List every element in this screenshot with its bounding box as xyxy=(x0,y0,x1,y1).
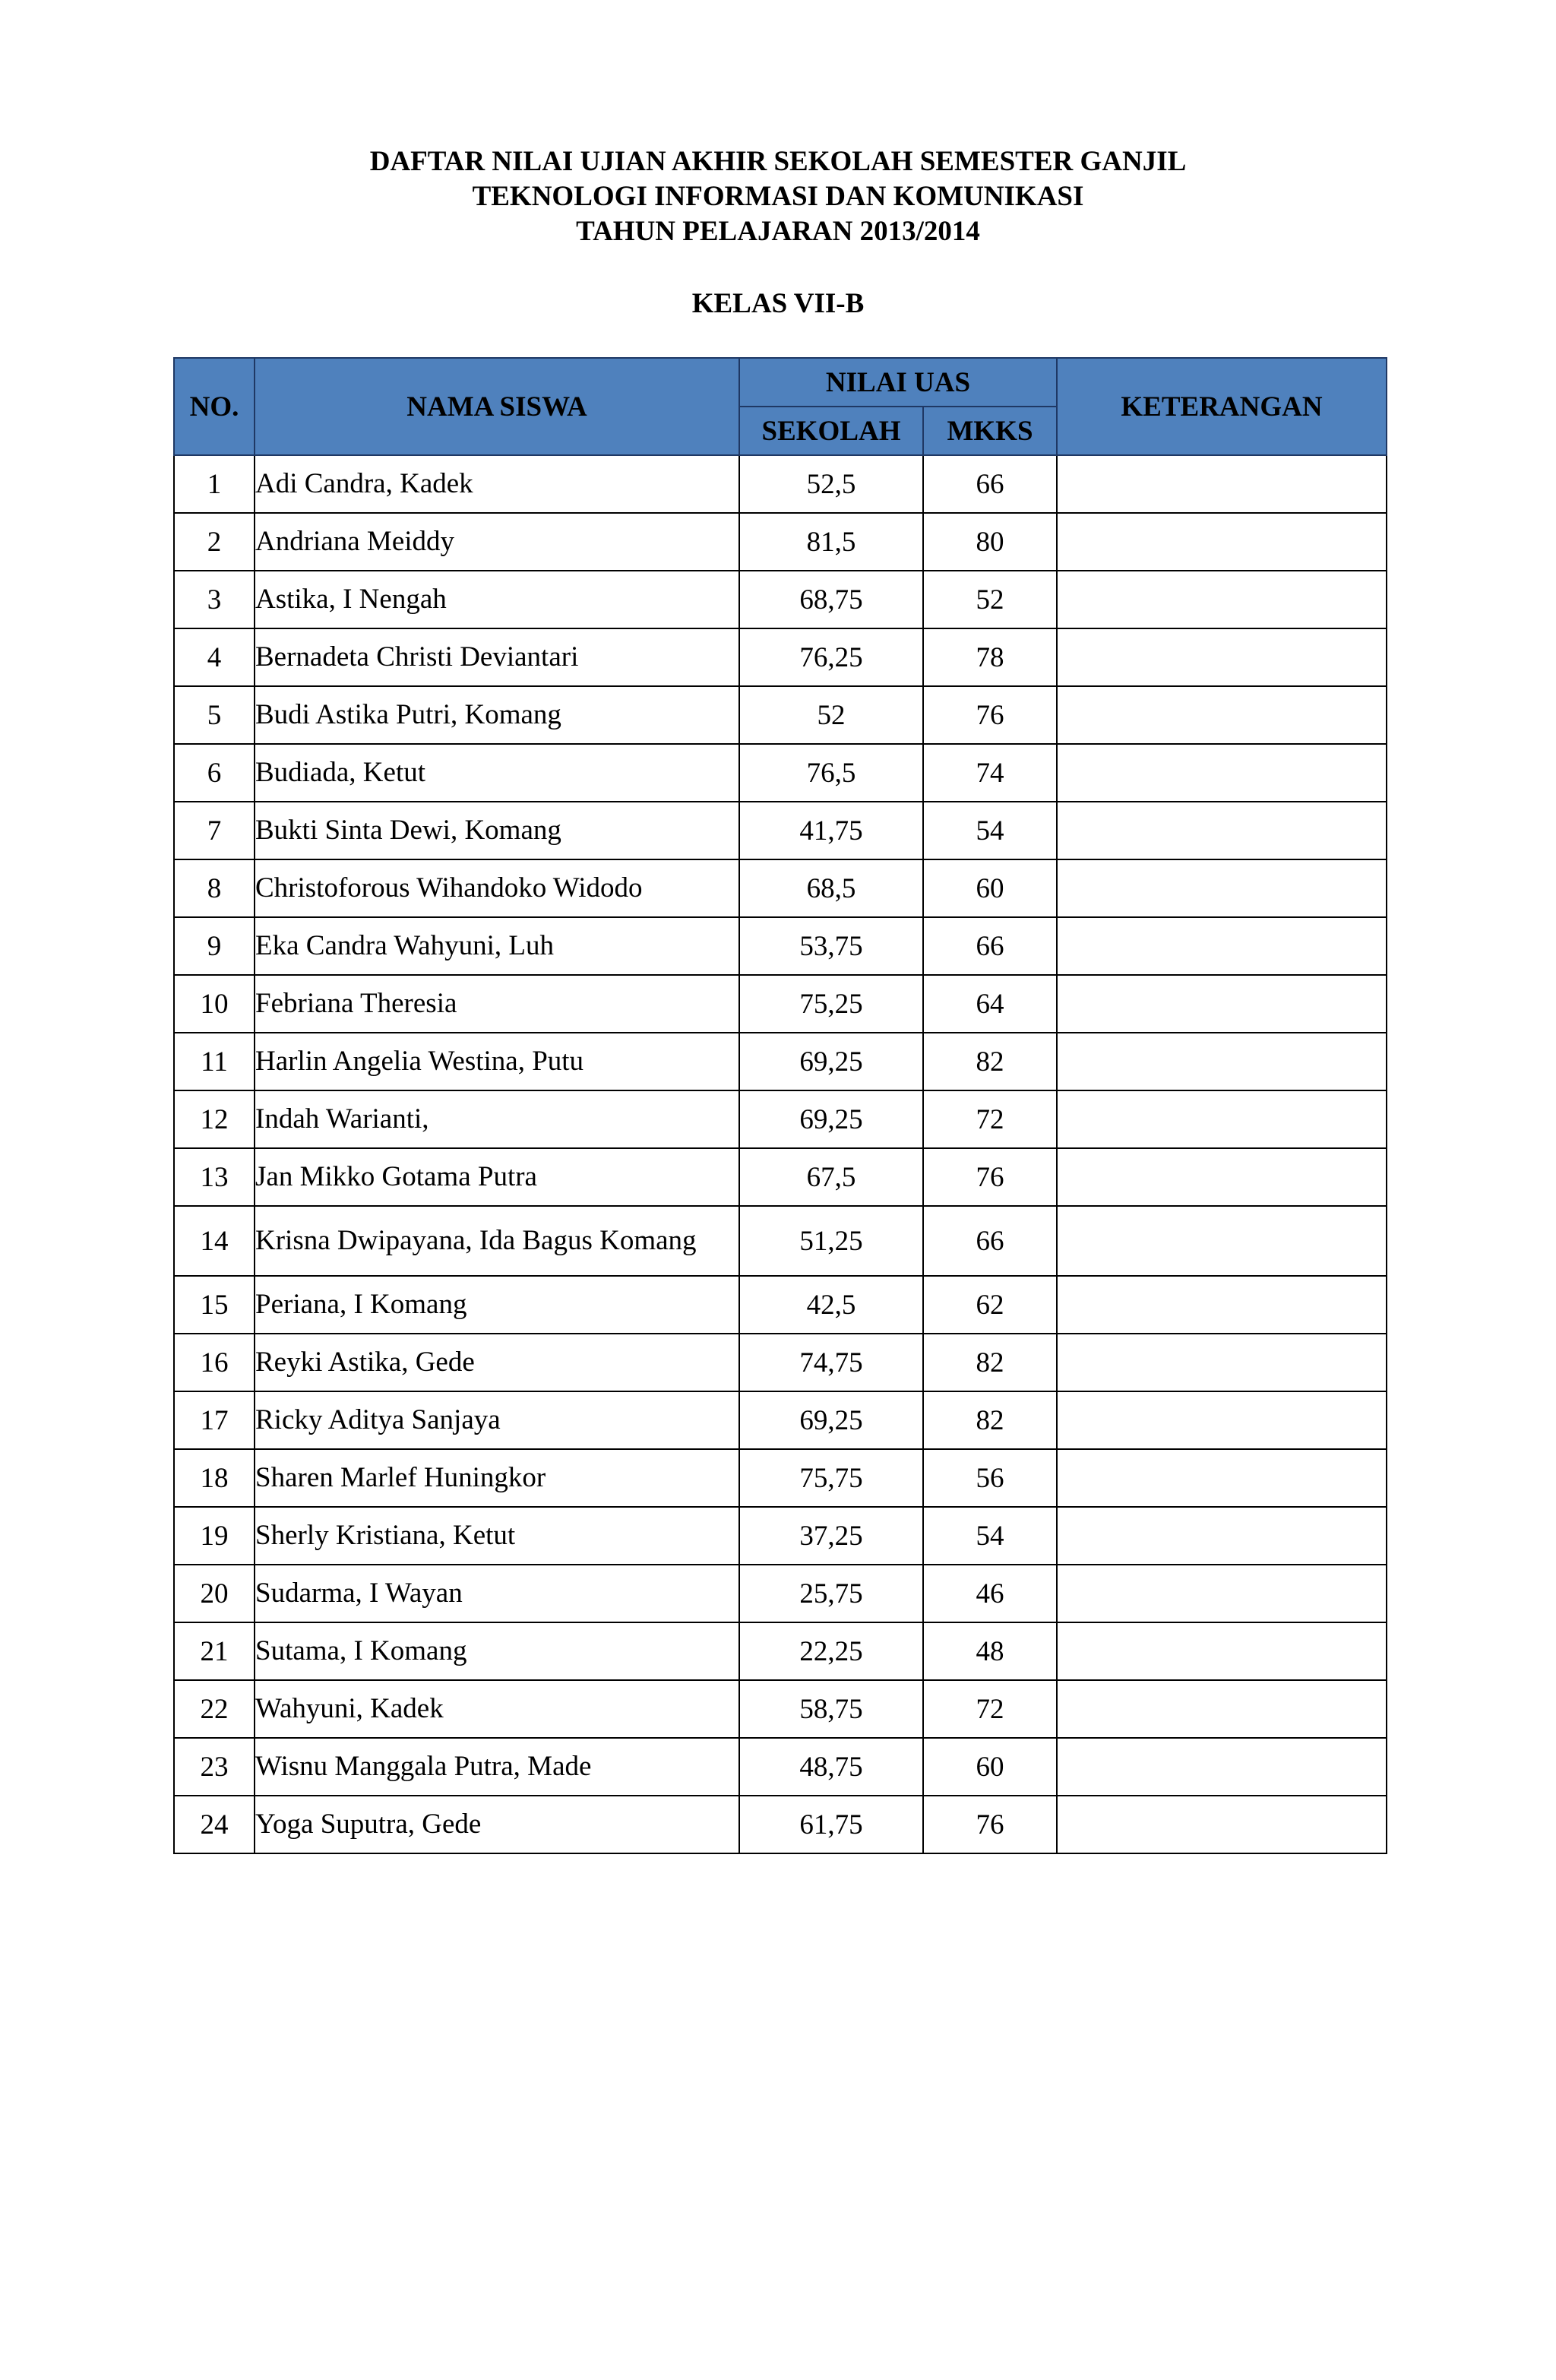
cell-nama-siswa: Wahyuni, Kadek xyxy=(255,1680,739,1738)
cell-no: 1 xyxy=(174,455,255,513)
cell-nilai-sekolah: 69,25 xyxy=(739,1090,923,1148)
table-row xyxy=(174,859,1387,917)
table-row xyxy=(174,1276,1387,1334)
cell-nilai-sekolah: 25,75 xyxy=(739,1565,923,1622)
table-row xyxy=(174,1680,1387,1738)
table-row xyxy=(174,1449,1387,1507)
cell-nama-siswa: Harlin Angelia Westina, Putu xyxy=(255,1033,739,1090)
cell-no: 6 xyxy=(174,744,255,802)
cell-keterangan xyxy=(1057,1680,1387,1738)
cell-keterangan xyxy=(1057,1449,1387,1507)
grades-table xyxy=(173,357,1387,1854)
table-row xyxy=(174,455,1387,513)
cell-nama-siswa: Yoga Suputra, Gede xyxy=(255,1796,739,1853)
table-row xyxy=(174,744,1387,802)
cell-no: 14 xyxy=(174,1206,255,1276)
cell-nilai-mkks: 54 xyxy=(923,802,1057,859)
cell-nilai-mkks: 76 xyxy=(923,686,1057,744)
table-row xyxy=(174,1622,1387,1680)
cell-nama-siswa: Ricky Aditya Sanjaya xyxy=(255,1391,739,1449)
cell-nama-siswa: Andriana Meiddy xyxy=(255,513,739,571)
title-line-2: TEKNOLOGI INFORMASI DAN KOMUNIKASI xyxy=(472,181,1084,212)
cell-keterangan xyxy=(1057,744,1387,802)
cell-nilai-mkks: 76 xyxy=(923,1148,1057,1206)
cell-nilai-mkks: 74 xyxy=(923,744,1057,802)
cell-no: 9 xyxy=(174,917,255,975)
cell-nilai-sekolah: 58,75 xyxy=(739,1680,923,1738)
table-row xyxy=(174,1738,1387,1796)
header-sekolah: SEKOLAH xyxy=(739,407,923,455)
table-row xyxy=(174,1334,1387,1391)
cell-nilai-sekolah: 37,25 xyxy=(739,1507,923,1565)
cell-keterangan xyxy=(1057,513,1387,571)
cell-no: 11 xyxy=(174,1033,255,1090)
cell-nilai-mkks: 82 xyxy=(923,1391,1057,1449)
cell-nilai-mkks: 76 xyxy=(923,1796,1057,1853)
table-row xyxy=(174,1391,1387,1449)
cell-nilai-sekolah: 52,5 xyxy=(739,455,923,513)
cell-nama-siswa: Astika, I Nengah xyxy=(255,571,739,628)
cell-nilai-sekolah: 68,5 xyxy=(739,859,923,917)
cell-keterangan xyxy=(1057,1738,1387,1796)
cell-no: 5 xyxy=(174,686,255,744)
cell-nama-siswa: Wisnu Manggala Putra, Made xyxy=(255,1738,739,1796)
cell-nilai-mkks: 56 xyxy=(923,1449,1057,1507)
table-row xyxy=(174,1206,1387,1276)
cell-nama-siswa: Bernadeta Christi Deviantari xyxy=(255,628,739,686)
cell-nama-siswa: Periana, I Komang xyxy=(255,1276,739,1334)
cell-nilai-sekolah: 52 xyxy=(739,686,923,744)
cell-nilai-mkks: 48 xyxy=(923,1622,1057,1680)
header-nama-siswa: NAMA SISWA xyxy=(255,358,739,455)
cell-nilai-mkks: 60 xyxy=(923,1738,1057,1796)
class-label: KELAS VII-B xyxy=(691,288,865,319)
cell-keterangan xyxy=(1057,1334,1387,1391)
cell-nama-siswa: Indah Warianti, xyxy=(255,1090,739,1148)
cell-nilai-sekolah: 48,75 xyxy=(739,1738,923,1796)
table-row xyxy=(174,571,1387,628)
table-row xyxy=(174,1507,1387,1565)
table-row xyxy=(174,975,1387,1033)
document-title xyxy=(0,144,1556,249)
cell-nilai-sekolah: 41,75 xyxy=(739,802,923,859)
cell-keterangan xyxy=(1057,859,1387,917)
cell-nilai-sekolah: 81,5 xyxy=(739,513,923,571)
cell-nama-siswa: Budiada, Ketut xyxy=(255,744,739,802)
cell-nama-siswa: Febriana Theresia xyxy=(255,975,739,1033)
cell-keterangan xyxy=(1057,628,1387,686)
cell-nilai-mkks: 66 xyxy=(923,917,1057,975)
table-row xyxy=(174,1565,1387,1622)
cell-nilai-sekolah: 68,75 xyxy=(739,571,923,628)
cell-nama-siswa: Bukti Sinta Dewi, Komang xyxy=(255,802,739,859)
table-row xyxy=(174,1148,1387,1206)
cell-nilai-mkks: 60 xyxy=(923,859,1057,917)
cell-nama-siswa: Sudarma, I Wayan xyxy=(255,1565,739,1622)
cell-nama-siswa: Sutama, I Komang xyxy=(255,1622,739,1680)
cell-nilai-sekolah: 76,25 xyxy=(739,628,923,686)
cell-keterangan xyxy=(1057,1148,1387,1206)
cell-keterangan xyxy=(1057,1622,1387,1680)
cell-nilai-mkks: 46 xyxy=(923,1565,1057,1622)
cell-nilai-sekolah: 75,25 xyxy=(739,975,923,1033)
header-nilai-uas: NILAI UAS xyxy=(739,358,1057,407)
cell-no: 4 xyxy=(174,628,255,686)
cell-keterangan xyxy=(1057,802,1387,859)
cell-nilai-mkks: 52 xyxy=(923,571,1057,628)
cell-keterangan xyxy=(1057,1565,1387,1622)
cell-nilai-sekolah: 67,5 xyxy=(739,1148,923,1206)
cell-nilai-mkks: 80 xyxy=(923,513,1057,571)
grades-table-header xyxy=(174,358,1387,455)
cell-nama-siswa: Sharen Marlef Huningkor xyxy=(255,1449,739,1507)
cell-keterangan xyxy=(1057,975,1387,1033)
table-row xyxy=(174,628,1387,686)
table-row xyxy=(174,1090,1387,1148)
table-row xyxy=(174,917,1387,975)
table-row xyxy=(174,802,1387,859)
cell-no: 7 xyxy=(174,802,255,859)
cell-keterangan xyxy=(1057,455,1387,513)
cell-nilai-mkks: 54 xyxy=(923,1507,1057,1565)
cell-no: 3 xyxy=(174,571,255,628)
cell-nilai-sekolah: 53,75 xyxy=(739,917,923,975)
cell-nama-siswa: Krisna Dwipayana, Ida Bagus Komang xyxy=(255,1206,739,1276)
cell-keterangan xyxy=(1057,917,1387,975)
cell-nama-siswa: Budi Astika Putri, Komang xyxy=(255,686,739,744)
cell-nama-siswa: Eka Candra Wahyuni, Luh xyxy=(255,917,739,975)
cell-no: 13 xyxy=(174,1148,255,1206)
table-row xyxy=(174,513,1387,571)
cell-nilai-mkks: 78 xyxy=(923,628,1057,686)
cell-nilai-sekolah: 51,25 xyxy=(739,1206,923,1276)
cell-nama-siswa: Sherly Kristiana, Ketut xyxy=(255,1507,739,1565)
cell-nilai-sekolah: 69,25 xyxy=(739,1033,923,1090)
cell-nilai-sekolah: 75,75 xyxy=(739,1449,923,1507)
cell-nilai-mkks: 64 xyxy=(923,975,1057,1033)
cell-no: 17 xyxy=(174,1391,255,1449)
header-mkks: MKKS xyxy=(923,407,1057,455)
cell-nilai-mkks: 62 xyxy=(923,1276,1057,1334)
cell-keterangan xyxy=(1057,1507,1387,1565)
cell-no: 21 xyxy=(174,1622,255,1680)
cell-nilai-mkks: 72 xyxy=(923,1090,1057,1148)
cell-no: 15 xyxy=(174,1276,255,1334)
table-row xyxy=(174,686,1387,744)
cell-nilai-sekolah: 61,75 xyxy=(739,1796,923,1853)
cell-nilai-mkks: 66 xyxy=(923,455,1057,513)
grades-table-body xyxy=(174,455,1387,1853)
cell-nama-siswa: Christoforous Wihandoko Widodo xyxy=(255,859,739,917)
cell-no: 18 xyxy=(174,1449,255,1507)
cell-no: 10 xyxy=(174,975,255,1033)
title-line-3: TAHUN PELAJARAN 2013/2014 xyxy=(576,216,980,247)
cell-keterangan xyxy=(1057,1033,1387,1090)
cell-nilai-sekolah: 22,25 xyxy=(739,1622,923,1680)
cell-keterangan xyxy=(1057,571,1387,628)
cell-nilai-mkks: 82 xyxy=(923,1334,1057,1391)
cell-no: 19 xyxy=(174,1507,255,1565)
cell-no: 20 xyxy=(174,1565,255,1622)
title-line-1: DAFTAR NILAI UJIAN AKHIR SEKOLAH SEMESTER GANJIL xyxy=(369,146,1187,177)
cell-nilai-sekolah: 42,5 xyxy=(739,1276,923,1334)
cell-nilai-sekolah: 76,5 xyxy=(739,744,923,802)
cell-nilai-mkks: 82 xyxy=(923,1033,1057,1090)
cell-nilai-mkks: 72 xyxy=(923,1680,1057,1738)
cell-keterangan xyxy=(1057,1391,1387,1449)
header-keterangan: KETERANGAN xyxy=(1057,358,1387,455)
cell-nilai-sekolah: 69,25 xyxy=(739,1391,923,1449)
cell-no: 23 xyxy=(174,1738,255,1796)
cell-keterangan xyxy=(1057,1796,1387,1853)
cell-no: 24 xyxy=(174,1796,255,1853)
cell-keterangan xyxy=(1057,1090,1387,1148)
cell-keterangan xyxy=(1057,1206,1387,1276)
cell-keterangan xyxy=(1057,1276,1387,1334)
cell-no: 2 xyxy=(174,513,255,571)
cell-nilai-sekolah: 74,75 xyxy=(739,1334,923,1391)
cell-nama-siswa: Adi Candra, Kadek xyxy=(255,455,739,513)
cell-no: 22 xyxy=(174,1680,255,1738)
table-row xyxy=(174,1033,1387,1090)
cell-nilai-mkks: 66 xyxy=(923,1206,1057,1276)
cell-no: 16 xyxy=(174,1334,255,1391)
cell-no: 8 xyxy=(174,859,255,917)
cell-keterangan xyxy=(1057,686,1387,744)
cell-nama-siswa: Jan Mikko Gotama Putra xyxy=(255,1148,739,1206)
cell-nama-siswa: Reyki Astika, Gede xyxy=(255,1334,739,1391)
cell-no: 12 xyxy=(174,1090,255,1148)
header-no: NO. xyxy=(174,358,255,455)
table-row xyxy=(174,1796,1387,1853)
